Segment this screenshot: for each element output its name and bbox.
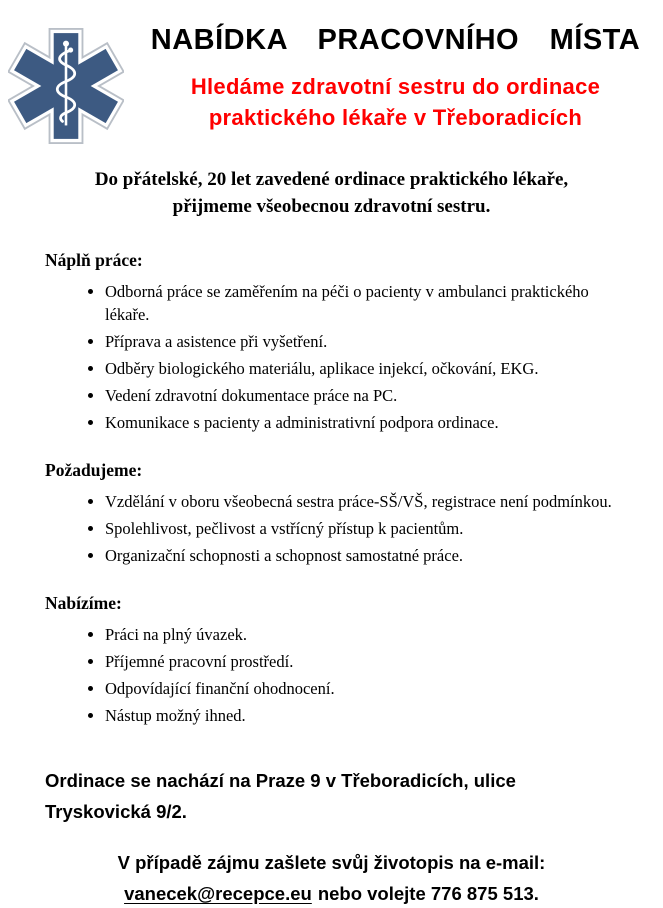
- list-item: • Odpovídající finanční ohodnocení.: [105, 677, 621, 700]
- list-item: • Spolehlivost, pečlivost a vstřícný přístup k pacientům.: [105, 517, 621, 540]
- subtitle-line-2: praktického lékaře v Třeboradicích: [208, 105, 583, 130]
- header-text: [128, 0, 663, 133]
- header: [0, 0, 663, 152]
- contact-line: [0, 880, 663, 908]
- napln-prace-list: [45, 280, 621, 434]
- email-link[interactable]: vanecek@recepce.eu: [124, 883, 312, 904]
- subtitle: [128, 71, 663, 133]
- subtitle-line-1: Hledáme zdravotní sestru do ordinace: [190, 74, 601, 99]
- list-item: • Organizační schopnosti a schopnost samostatné práce.: [105, 544, 621, 567]
- intro-paragraph: [0, 166, 663, 220]
- list-item: • Práci na plný úvazek.: [105, 623, 621, 646]
- section-heading-nabizime: Nabízíme:: [45, 593, 122, 613]
- list-item: • Vedení zdravotní dokumentace práce na PC.: [105, 384, 621, 407]
- list-item: • Příprava a asistence při vyšetření.: [105, 330, 621, 353]
- list-item: • Vzdělání v oboru všeobecná sestra práce-SŠ/VŠ, registrace není podmínkou.: [105, 490, 621, 513]
- list-item: • Komunikace s pacienty a administrativní podpora ordinace.: [105, 411, 621, 434]
- star-of-life-icon: [8, 20, 124, 152]
- nabizime-list: [45, 623, 621, 727]
- list-item: • Odborná práce se zaměřením na péči o pacienty v ambulanci praktického lékaře.: [105, 280, 621, 326]
- list-item: • Nástup možný ihned.: [105, 704, 621, 727]
- phone-text: nebo volejte 776 875 513.: [317, 883, 539, 904]
- section-heading-pozadujeme: Požadujeme:: [45, 460, 143, 480]
- intro-line-2: přijmeme všeobecnou zdravotní sestru.: [172, 196, 491, 217]
- section-heading-napln-prace: Náplň práce:: [45, 250, 143, 270]
- address-paragraph: Ordinace se nachází na Praze 9 v Třeboradicích, ulice Tryskovická 9/2.: [45, 770, 516, 822]
- list-item: • Odběry biologického materiálu, aplikace injekcí, očkování, EKG.: [105, 357, 621, 380]
- cta-line: V případě zájmu zašlete svůj životopis na e-mail:: [117, 852, 546, 873]
- sections: [45, 250, 621, 727]
- pozadujeme-list: [45, 490, 621, 567]
- list-item: • Příjemné pracovní prostředí.: [105, 650, 621, 673]
- page-title: NABÍDKA PRACOVNÍHO MÍSTA: [150, 24, 641, 56]
- intro-line-1: Do přátelské, 20 let zavedené ordinace praktického lékaře,: [94, 169, 569, 190]
